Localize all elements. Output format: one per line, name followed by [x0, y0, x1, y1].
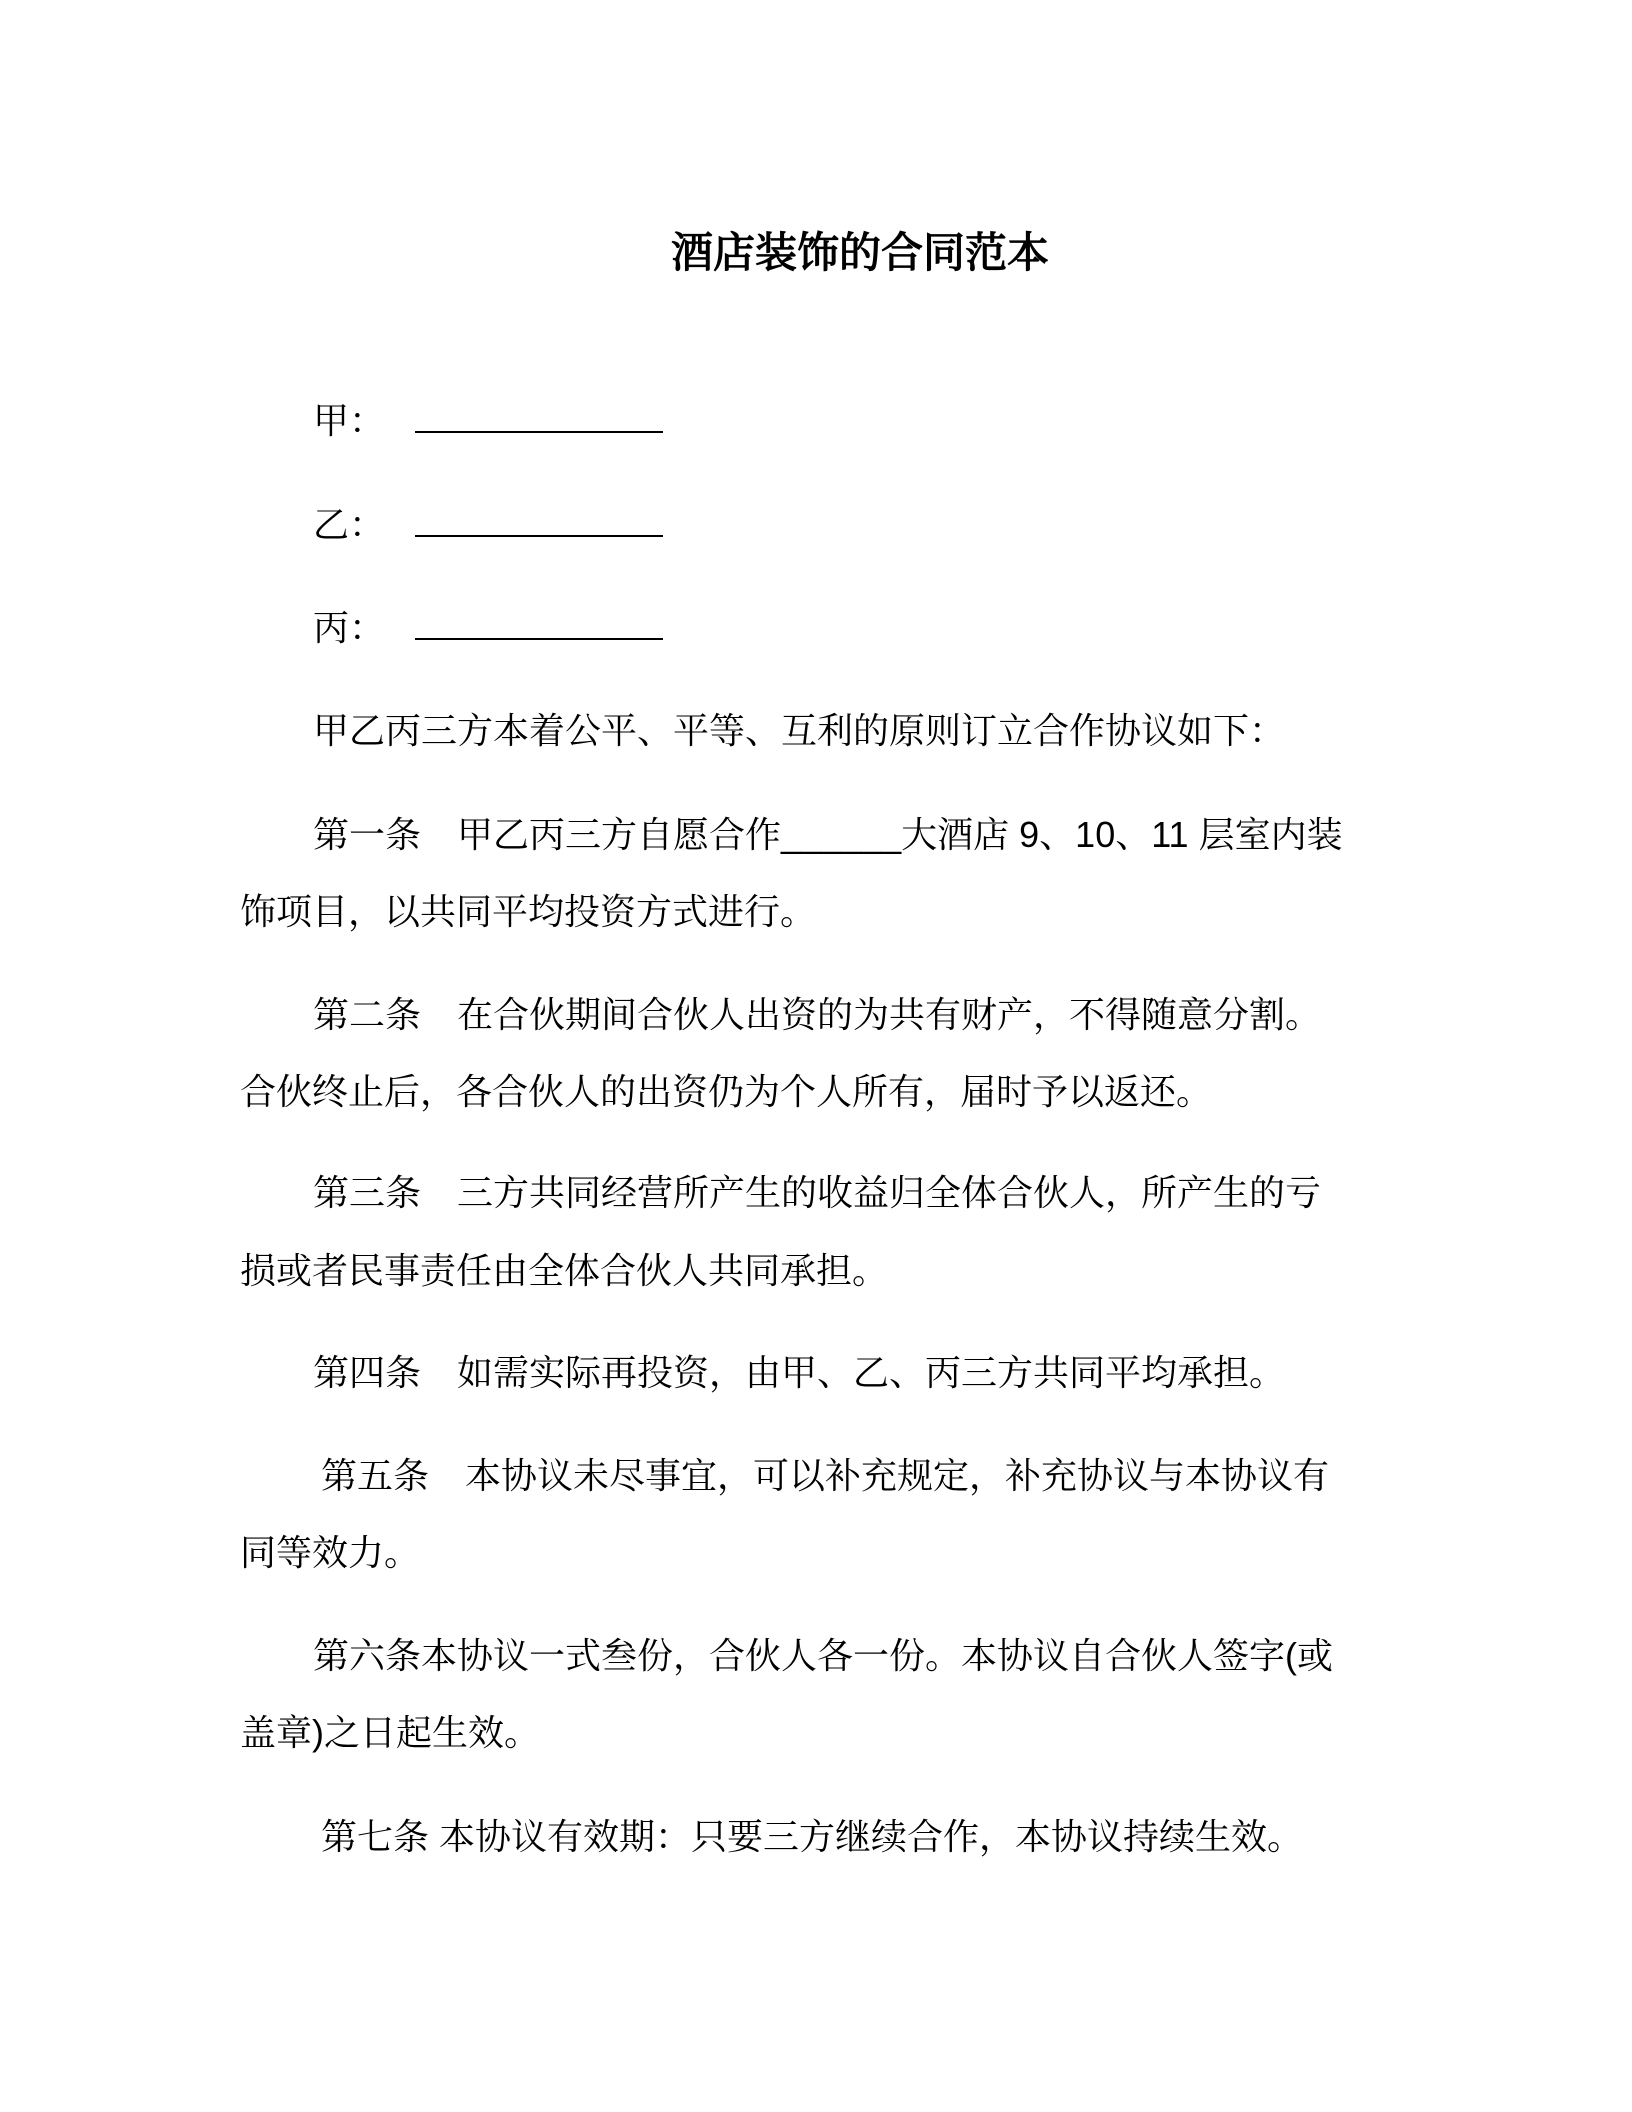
article-text: 本协议未尽事宜，可以补充规定，补充协议与本协议有	[465, 1455, 1330, 1496]
article-text: 在合伙期间合伙人出资的为共有财产，不得随意分割。	[457, 994, 1322, 1035]
party-b-label: 乙：	[313, 504, 386, 545]
party-a-line	[313, 399, 663, 443]
article-7	[321, 1815, 1303, 1859]
article-number: 第四条	[313, 1352, 422, 1393]
article-text: 三方共同经营所产生的收益归全体合伙人，所产生的亏	[457, 1172, 1322, 1213]
article-6	[313, 1634, 1333, 1678]
article-3-continued: 损或者民事责任由全体合伙人共同承担。	[240, 1250, 889, 1291]
article-2-continued: 合伙终止后，各合伙人的出资仍为个人所有，届时予以返还。	[240, 1071, 1213, 1112]
party-c-label: 丙：	[313, 607, 386, 648]
article-1	[313, 813, 1343, 857]
article-text: 甲乙丙三方自愿合作______大酒店 9、10、11 层室内装	[457, 814, 1343, 855]
party-a-label: 甲：	[313, 400, 386, 441]
article-5-continued: 同等效力。	[240, 1532, 421, 1573]
article-number: 第六条	[313, 1635, 422, 1676]
party-c-blank	[415, 608, 663, 640]
party-b-line	[313, 503, 663, 547]
article-number: 第一条	[313, 814, 422, 855]
party-a-blank	[415, 401, 663, 433]
article-4	[313, 1351, 1285, 1395]
article-2	[313, 993, 1321, 1037]
article-number: 第五条	[321, 1455, 430, 1496]
article-text: 如需实际再投资，由甲、乙、丙三方共同平均承担。	[457, 1352, 1286, 1393]
article-5	[321, 1454, 1329, 1498]
document-title: 酒店装饰的合同范本	[670, 229, 1049, 276]
intro-paragraph: 甲乙丙三方本着公平、平等、互利的原则订立合作协议如下：	[313, 710, 1286, 751]
article-1-continued: 饰项目，以共同平均投资方式进行。	[240, 891, 817, 932]
article-number: 第二条	[313, 994, 422, 1035]
article-text: 本协议有效期：只要三方继续合作，本协议持续生效。	[439, 1816, 1304, 1857]
article-text: 本协议一式叁份，合伙人各一份。本协议自合伙人签字(或	[421, 1635, 1334, 1676]
party-b-blank	[415, 505, 663, 537]
party-c-line	[313, 606, 663, 650]
article-number: 第三条	[313, 1172, 422, 1213]
article-6-continued: 盖章)之日起生效。	[240, 1712, 540, 1753]
article-3	[313, 1171, 1321, 1215]
article-number: 第七条	[321, 1816, 430, 1857]
